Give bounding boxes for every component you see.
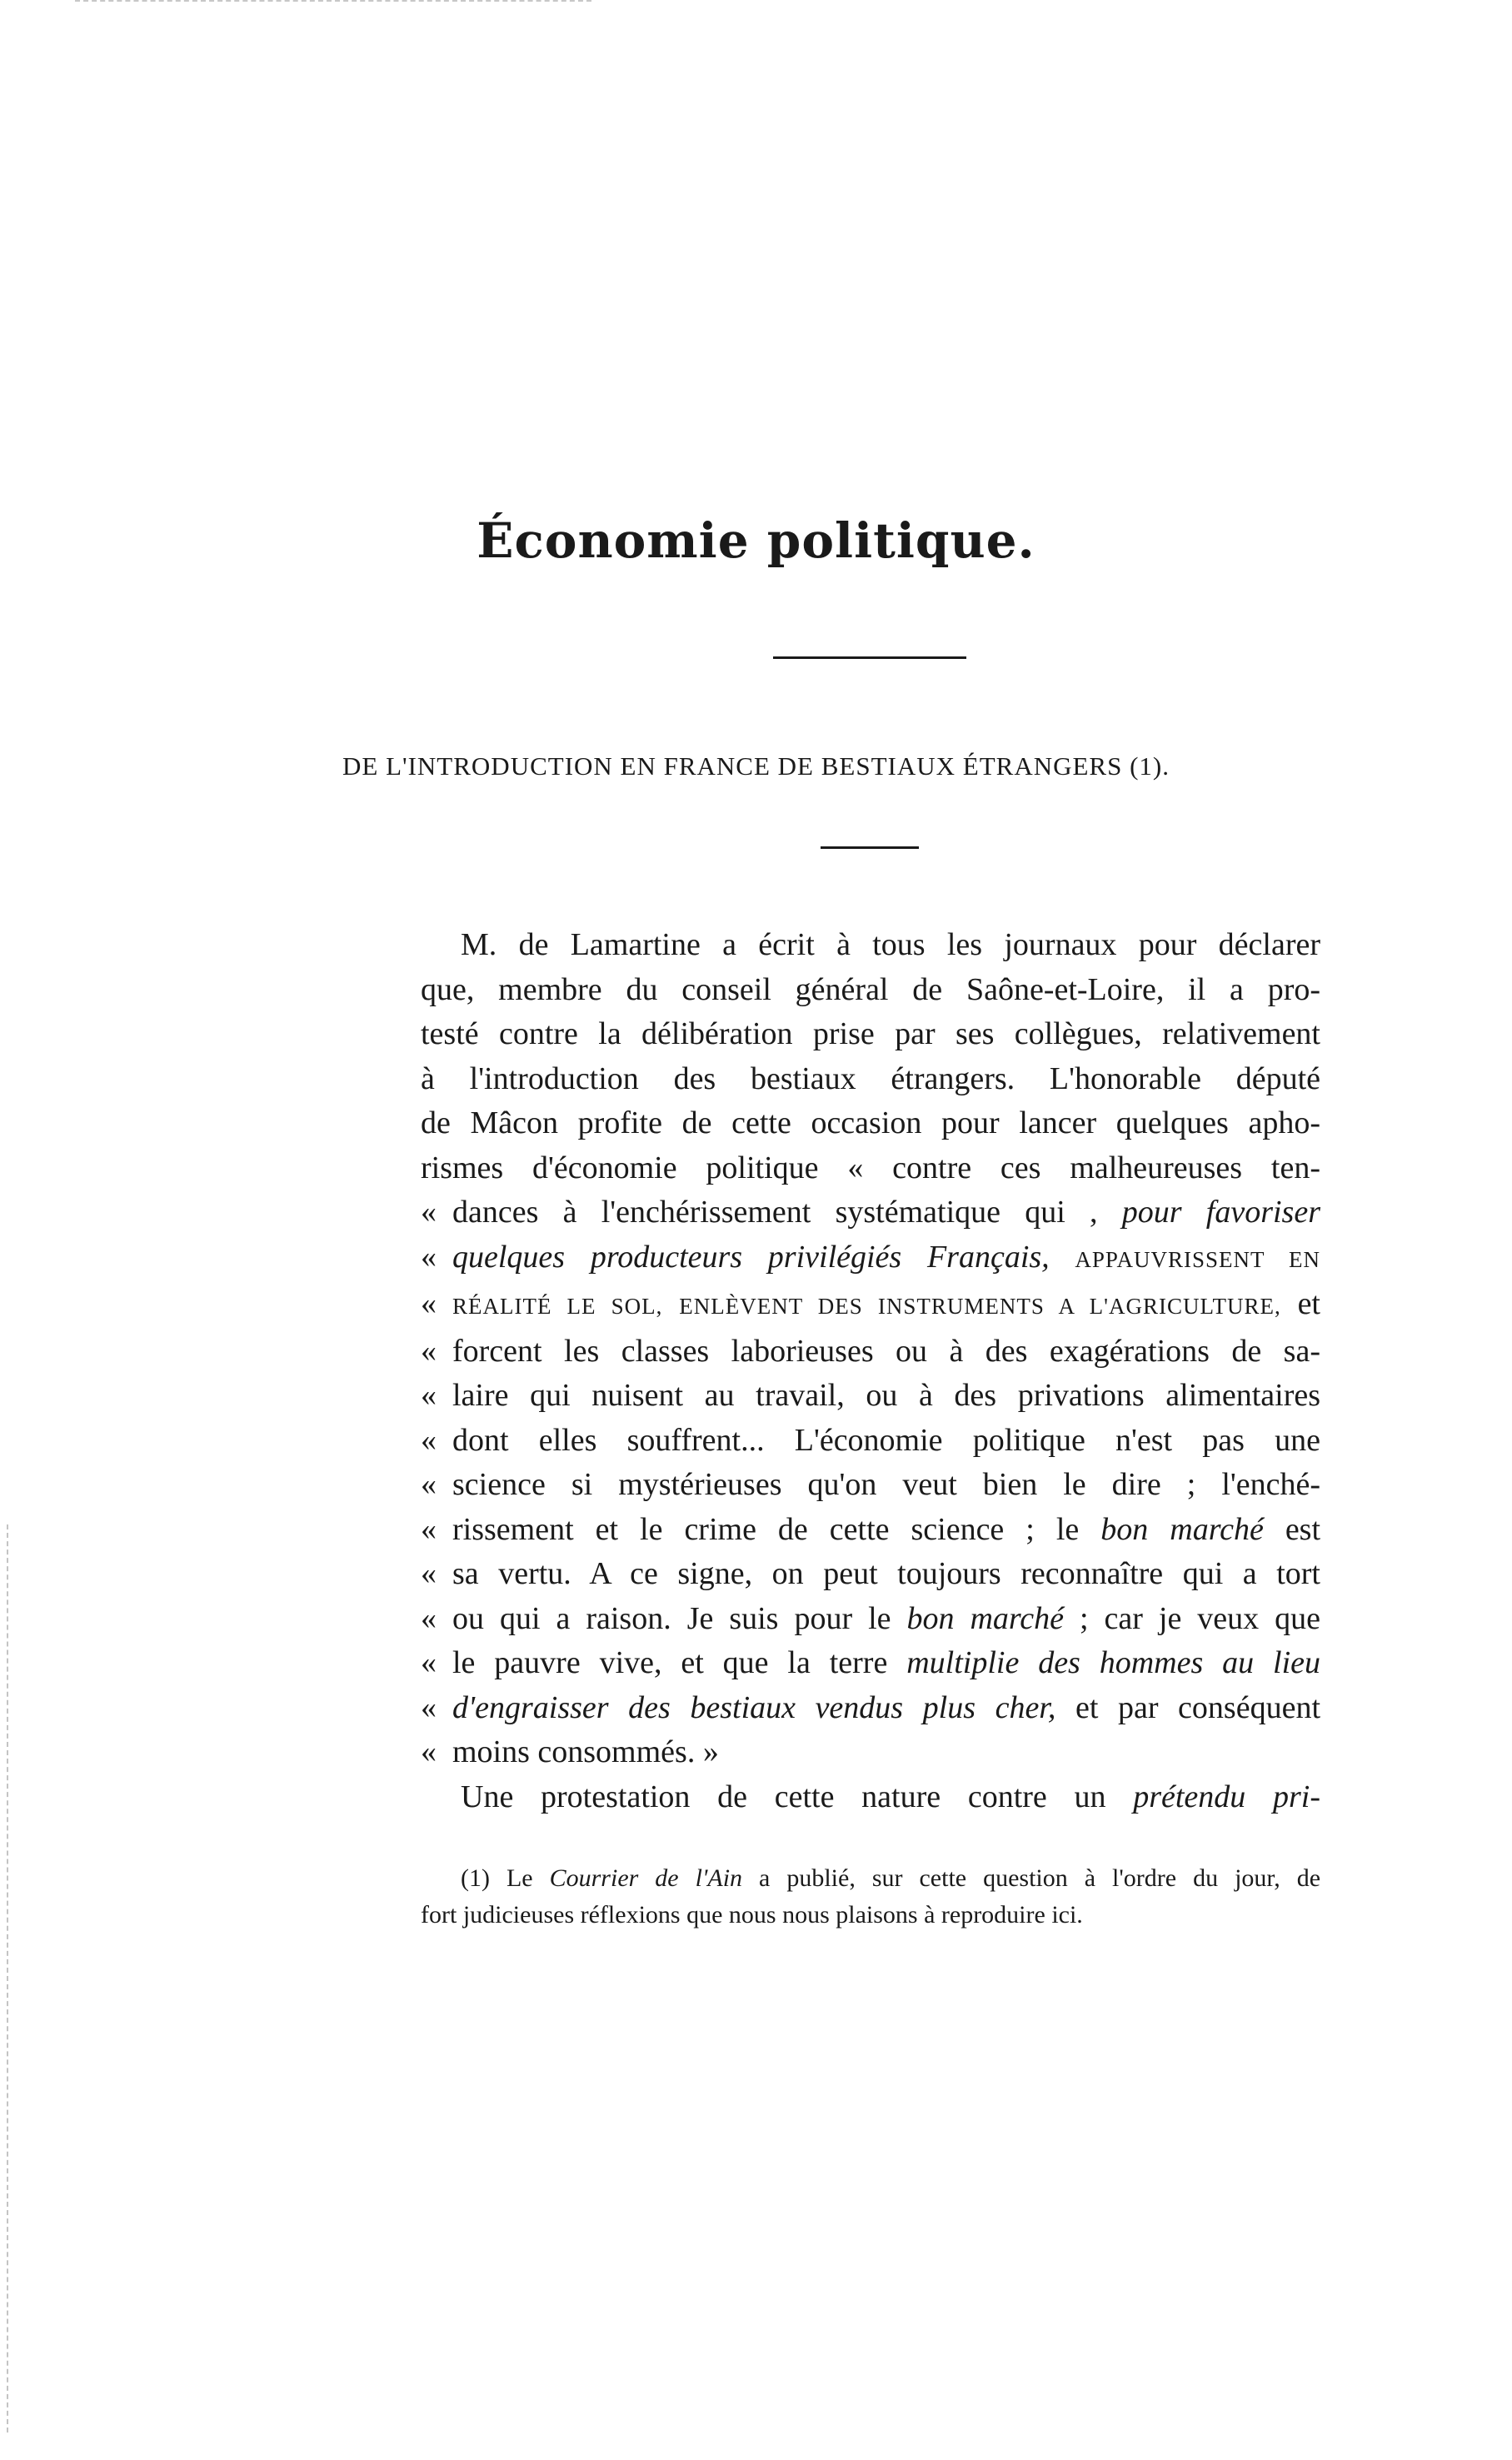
footnote-text: a publié, sur cette question à l'ordre du jour, de <box>759 1864 1321 1892</box>
footnote <box>421 1860 1320 1934</box>
footnote-italic: Courrier de l'Ain <box>549 1864 743 1892</box>
quote-mark: « <box>421 1556 437 1591</box>
body-line: rismes d'économie politique « contre ces malheureuses ten- <box>421 1150 1320 1185</box>
quoted-text: dances à l'enchérissement systématique qui , <box>452 1195 1098 1230</box>
quoted-line <box>421 1190 1320 1235</box>
quoted-line <box>421 1641 1320 1686</box>
quoted-text: moins consommés. » <box>452 1734 719 1769</box>
body-line: de Mâcon profite de cette occasion pour lancer quelques apho- <box>421 1105 1320 1140</box>
quoted-line <box>421 1508 1320 1553</box>
scan-edge-left <box>7 1524 10 2433</box>
quoted-line <box>421 1463 1320 1508</box>
quote-mark: « <box>421 1239 437 1275</box>
quoted-text: est <box>1285 1511 1321 1547</box>
small-caps-text: RÉALITÉ LE SOL, <box>452 1294 663 1319</box>
quoted-line <box>421 1330 1320 1375</box>
quote-mark: « <box>421 1286 437 1321</box>
quoted-text: rissement et le crime de cette science ; le <box>452 1511 1080 1547</box>
quoted-text: dont elles souffrent... L'économie politique n'est pas une <box>452 1422 1320 1458</box>
italic-text: quelques producteurs privilégiés Français, <box>452 1239 1050 1275</box>
body-line: M. de Lamartine a écrit à tous les journaux pour déclarer <box>461 927 1320 962</box>
quote-mark: « <box>421 1195 437 1230</box>
quote-mark: « <box>421 1511 437 1547</box>
italic-text: bon marché <box>1100 1511 1264 1547</box>
footnote-line: fort judicieuses réflexions que nous nous plaisons à reproduire ici. <box>421 1901 1083 1929</box>
quoted-line <box>421 1374 1320 1419</box>
italic-text: pour favoriser <box>1121 1195 1320 1230</box>
quote-mark: « <box>421 1689 437 1725</box>
quoted-text: science si mystérieuses qu'on veut bien le dire ; l'enché- <box>452 1467 1320 1502</box>
section-title: Économie politique. <box>477 512 1035 569</box>
quoted-line <box>421 1686 1320 1731</box>
quote-mark: « <box>421 1600 437 1636</box>
quoted-text: ou qui a raison. Je suis pour le <box>452 1600 891 1636</box>
quoted-line <box>421 1419 1320 1464</box>
body-line: que, membre du conseil général de Saône-et-Loire, il a pro- <box>421 971 1320 1007</box>
scan-edge-top <box>75 0 591 4</box>
quote-mark: « <box>421 1645 437 1680</box>
quote-mark: « <box>421 1333 437 1369</box>
body-line: testé contre la délibération prise par ses collègues, relativement <box>421 1016 1320 1051</box>
quoted-line <box>421 1282 1320 1330</box>
title-rule <box>773 656 966 659</box>
quoted-text: et <box>1297 1286 1320 1321</box>
article-body <box>421 923 1320 1819</box>
body-text: Une protestation de cette nature contre un <box>461 1779 1106 1814</box>
footnote-mark: (1) Le <box>461 1864 533 1892</box>
body-line <box>421 1775 1320 1820</box>
small-caps-text: APPAUVRISSENT EN <box>1075 1246 1320 1272</box>
footnote-line <box>421 1860 1320 1897</box>
quoted-line <box>421 1235 1320 1283</box>
quoted-text: laire qui nuisent au travail, ou à des privations alimentaires <box>452 1378 1320 1413</box>
quoted-text: ; car je veux que <box>1080 1600 1321 1636</box>
quote-mark: « <box>421 1422 437 1458</box>
quote-mark: « <box>421 1378 437 1413</box>
body-line: à l'introduction des bestiaux étrangers. L'honorable député <box>421 1060 1320 1096</box>
article-rule <box>821 846 919 849</box>
italic-text: bon marché <box>906 1600 1065 1636</box>
italic-text: d'engraisser des bestiaux vendus plus cher, <box>452 1689 1056 1725</box>
quoted-text: et par conséquent <box>1075 1689 1320 1725</box>
quoted-text: sa vertu. A ce signe, on peut toujours reconnaître qui a tort <box>452 1556 1320 1591</box>
quoted-line <box>421 1597 1320 1642</box>
quote-mark: « <box>421 1734 437 1769</box>
italic-text: multiplie des hommes au lieu <box>906 1645 1321 1680</box>
small-caps-text: ENLÈVENT DES INSTRUMENTS A L'AGRICULTURE, <box>679 1294 1281 1319</box>
quoted-text: le pauvre vive, et que la terre <box>452 1645 888 1680</box>
italic-text: prétendu pri- <box>1133 1779 1320 1814</box>
quoted-text: forcent les classes laborieuses ou à des exagérations de sa- <box>452 1333 1320 1369</box>
quoted-line <box>421 1730 1320 1775</box>
quote-mark: « <box>421 1467 437 1502</box>
quoted-line <box>421 1552 1320 1597</box>
article-title: DE L'INTRODUCTION EN FRANCE DE BESTIAUX ÉTRANGERS (1). <box>342 751 1170 781</box>
